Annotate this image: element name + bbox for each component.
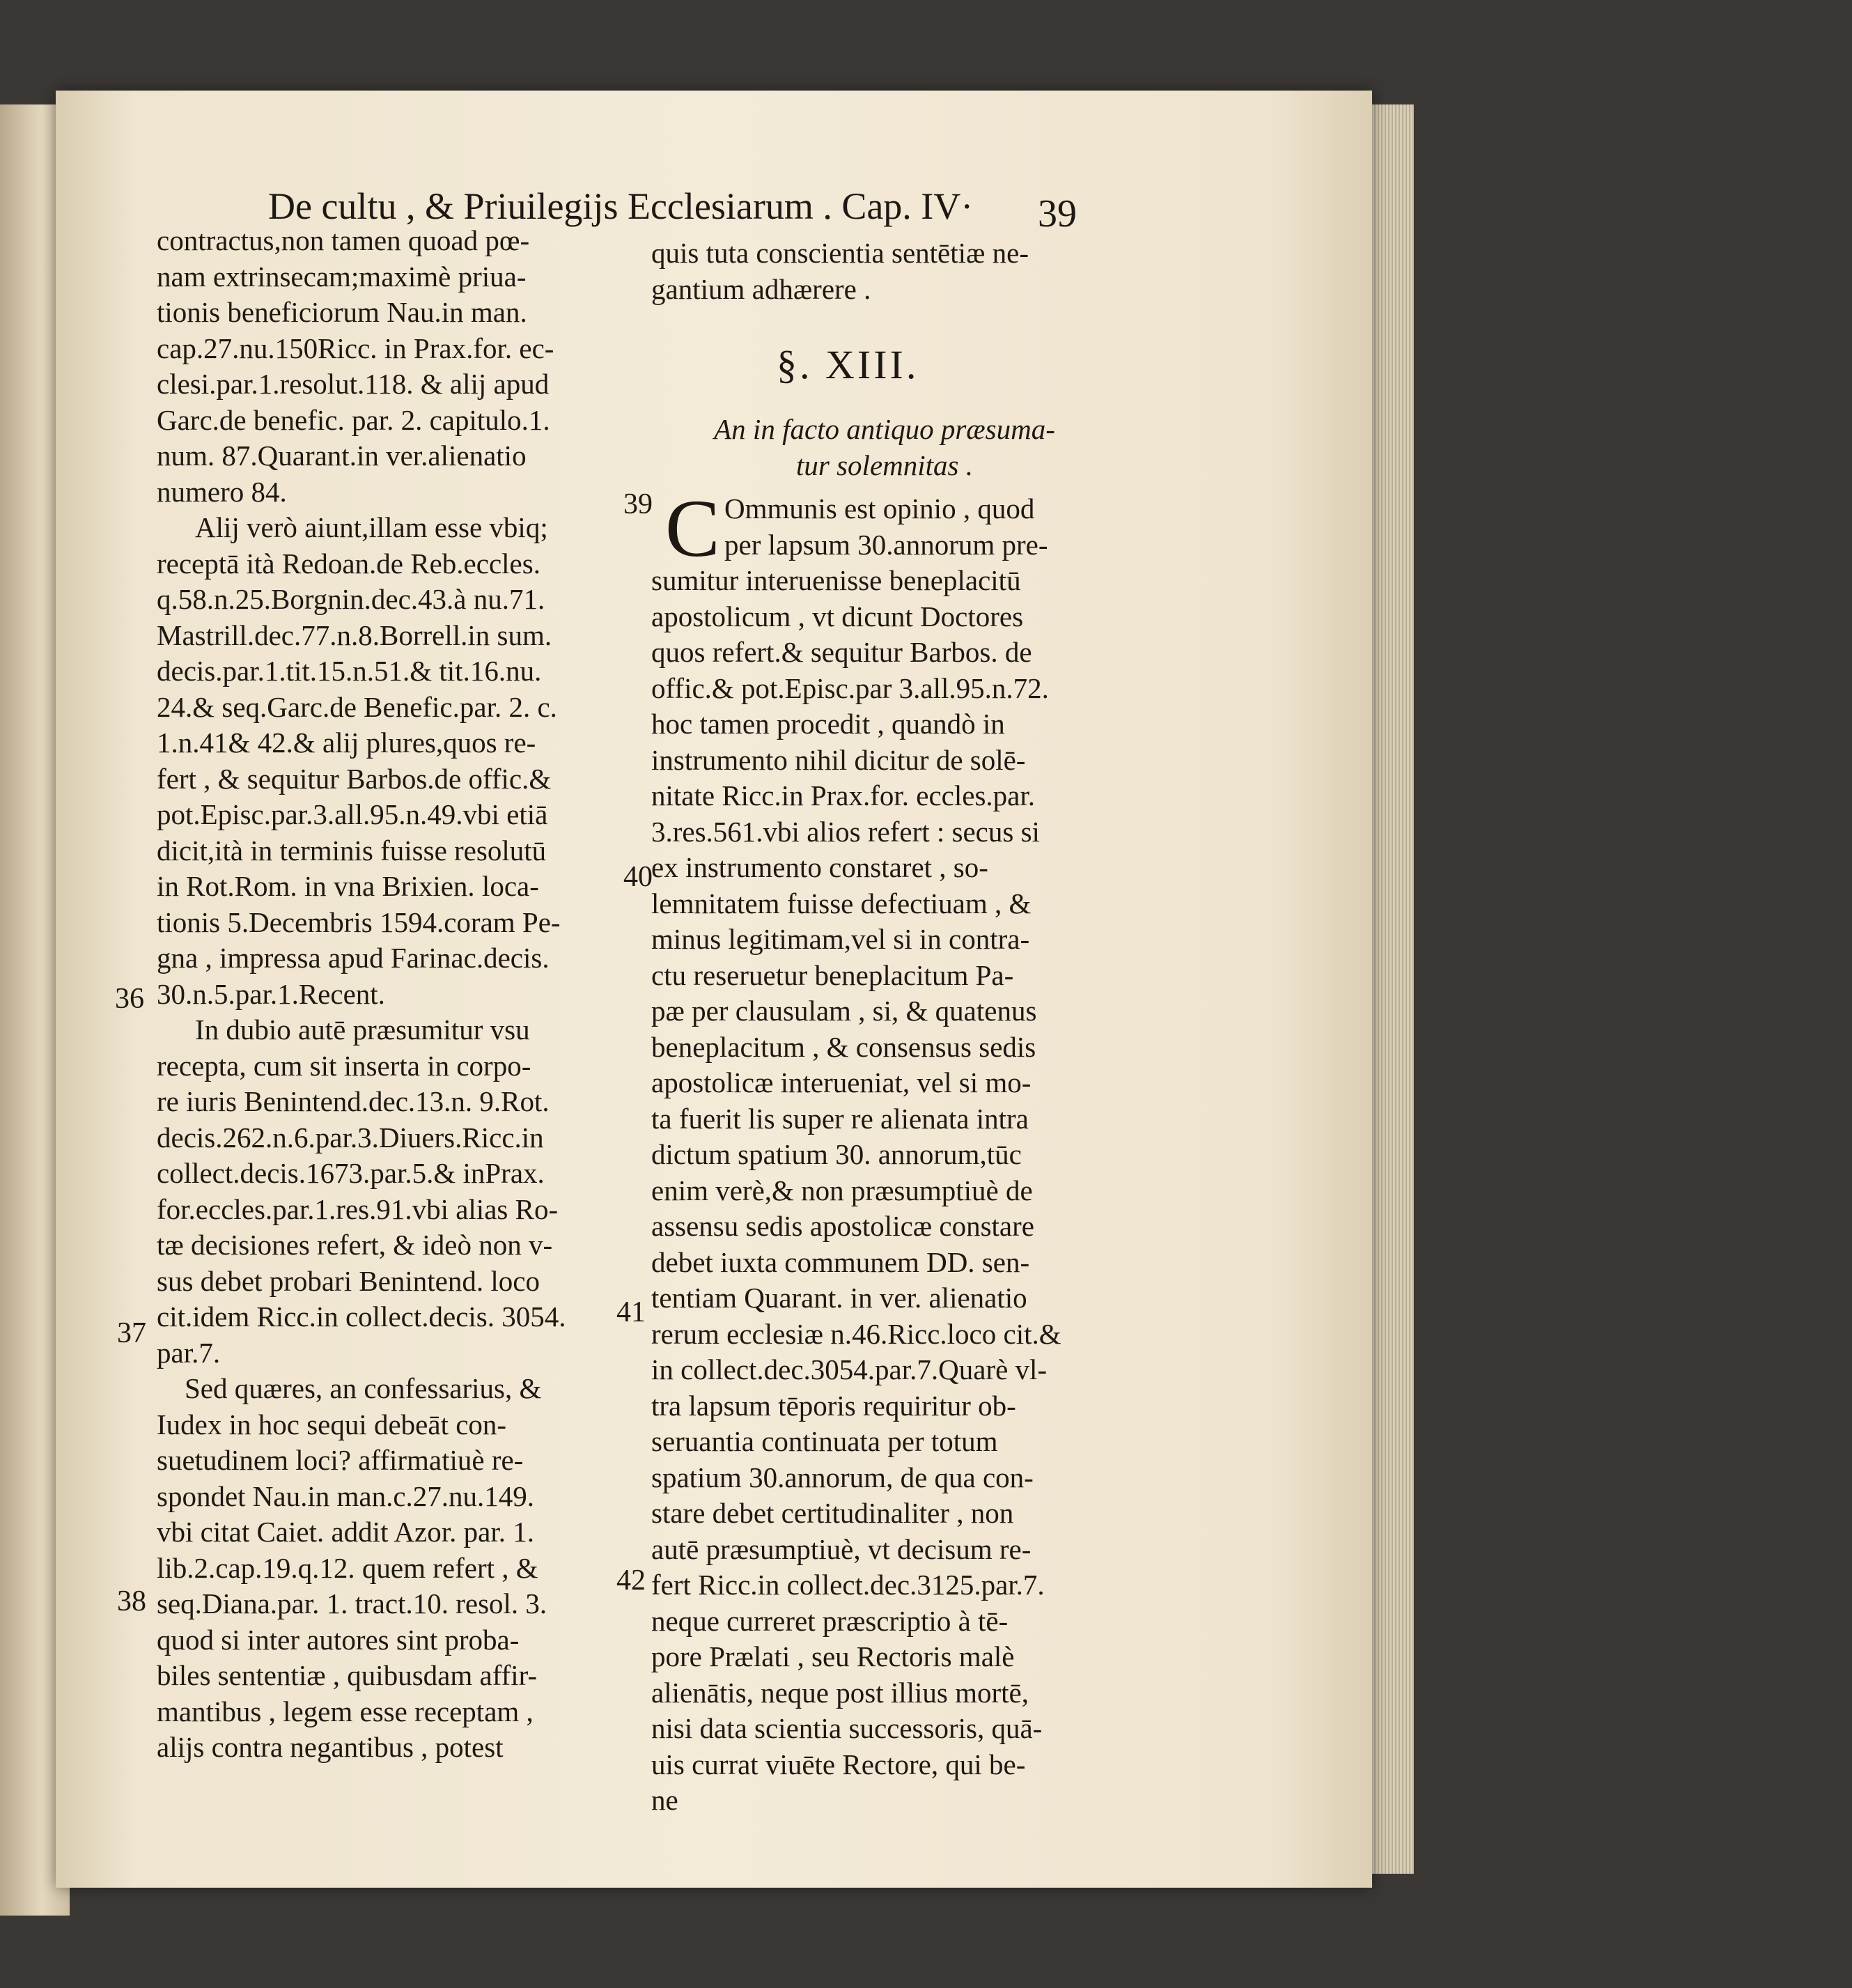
left-column-line: lib.2.cap.19.q.12. quem refert , & [157,1551,538,1584]
left-column-line: collect.decis.1673.par.5.& inPrax. [157,1157,545,1189]
left-column-line: for.eccles.par.1.res.91.vbi alias Ro- [157,1193,559,1225]
right-column-top-line: quis tuta conscientia sentētiæ ne- [651,237,1029,269]
right-column-line: neque curreret præscriptio à tē- [651,1604,1009,1637]
margin-number-39: 39 [623,488,653,520]
left-column-line: q.58.n.25.Borgnin.dec.43.à nu.71. [157,583,545,615]
right-column-line: nisi data scientia successoris, quā- [651,1712,1043,1744]
margin-number-38: 38 [117,1585,146,1617]
right-column-line: hoc tamen procedit , quandò in [651,708,1005,740]
right-column-line: enim verè,& non præsumptiuè de [651,1174,1033,1206]
left-column-line: decis.262.n.6.par.3.Diuers.Ricc.in [157,1121,544,1154]
left-column-line: suetudinem loci? affirmatiuè re- [157,1444,524,1476]
right-column-line: lemnitatem fuisse defectiuam , & [651,887,1032,919]
left-column-line: num. 87.Quarant.in ver.alienatio [157,440,527,472]
left-column-line: contractus,non tamen quoad pœ- [157,224,530,256]
right-column-line: autē præsumptiuè, vt decisum re- [651,1532,1032,1565]
left-column-line: 24.& seq.Garc.de Benefic.par. 2. c. [157,690,557,723]
left-column-line: in Rot.Rom. in vna Brixien. loca- [157,870,539,902]
left-column-line: spondet Nau.in man.c.27.nu.149. [157,1480,535,1512]
right-column-top [651,235,1111,307]
running-title: De cultu , & Priuilegijs Ecclesiarum . Cap. IV· [268,185,974,227]
left-column-line: seq.Diana.par. 1. tract.10. resol. 3. [157,1587,547,1620]
left-column-line: clesi.par.1.resolut.118. & alij apud [157,368,550,400]
right-column-line: in collect.dec.3054.par.7.Quarè vl- [651,1353,1048,1385]
right-column-line: 3.res.561.vbi alios refert : secus si [651,815,1040,848]
left-column-line: receptā ità Redoan.de Reb.eccles. [157,547,540,580]
right-column-line: quos refert.& sequitur Barbos. de [651,636,1032,668]
right-column [651,491,1118,1819]
right-column-line: beneplacitum , & consensus sedis [651,1030,1036,1063]
right-column-line: debet iuxta communem DD. sen- [651,1245,1030,1278]
section-title-line: tur solemnitas . [796,449,973,481]
right-column-line: dictum spatium 30. annorum,tūc [651,1138,1022,1170]
right-column-line: sumitur interuenisse beneplacitū [651,564,1021,596]
right-column-line: tentiam Quarant. in ver. alienatio [651,1282,1027,1314]
section-title [662,411,1107,483]
right-column-line: stare debet certitudinaliter , non [651,1497,1014,1529]
left-column-line: cit.idem Ricc.in collect.decis. 3054. [157,1300,566,1333]
left-column-line: pot.Episc.par.3.all.95.n.49.vbi etiā [157,798,548,830]
right-column-line: apostolicæ interueniat, vel si mo- [651,1066,1032,1098]
left-column-line: Mastrill.dec.77.n.8.Borrell.in sum. [157,619,552,651]
left-column-line: quod si inter autores sint proba- [157,1623,520,1656]
right-column-line: assensu sedis apostolicæ constare [651,1210,1034,1242]
right-column-line: tra lapsum tēporis requiritur ob- [651,1389,1016,1422]
left-column-line: tionis beneficiorum Nau.in man. [157,296,527,328]
right-column-line: minus legitimam,vel si in contra- [651,923,1030,955]
right-column-line: fert Ricc.in collect.dec.3125.par.7. [651,1569,1045,1601]
right-column-line: rerum ecclesiæ n.46.Ricc.loco cit.& [651,1317,1061,1350]
left-column-line: gna , impressa apud Farinac.decis. [157,942,550,974]
section-title-line: An in facto antiquo præsuma- [714,413,1055,445]
margin-number-36: 36 [115,983,144,1015]
right-column-line: alienātis, neque post illius mortē, [651,1676,1029,1709]
right-column-line: uis currat viuēte Rectore, qui be- [651,1748,1026,1780]
right-column-line: ta fuerit lis super re alienata intra [651,1102,1029,1135]
left-column-line: 1.n.41& 42.& alij plures,quos re- [157,727,536,759]
margin-number-40: 40 [623,861,653,893]
right-column-line: ctu reseruetur beneplacitum Pa- [651,958,1014,991]
right-column-line: spatium 30.annorum, de qua con- [651,1461,1034,1493]
left-column-line: Garc.de benefic. par. 2. capitulo.1. [157,403,550,436]
left-column-line: dicit,ità in terminis fuisse resolutū [157,834,547,867]
left-column-line: nam extrinsecam;maximè priua- [157,260,527,293]
left-column-line: 30.n.5.par.1.Recent. [157,977,385,1010]
left-column-line: biles sententiæ , quibusdam affir- [157,1659,538,1691]
dropcap: C [665,483,720,574]
right-column-line: offic.& pot.Episc.par 3.all.95.n.72. [651,671,1049,704]
right-column-line: Ommunis est opinio , quod [724,492,1035,525]
right-column-line: ex instrumento constaret , so- [651,851,988,883]
left-column-line: alijs contra negantibus , potest [157,1731,504,1763]
left-column-line: In dubio autē præsumitur vsu [195,1014,530,1046]
left-column-line: par.7. [157,1336,221,1369]
left-column-line: fert , & sequitur Barbos.de offic.& [157,762,552,795]
left-column-line: Alij verò aiunt,illam esse vbiq; [195,511,548,543]
margin-number-37: 37 [117,1317,146,1349]
right-column-line: instrumento nihil dicitur de solē- [651,743,1026,776]
right-column-line: ne [651,1784,678,1816]
margin-number-42: 42 [616,1564,646,1597]
right-column-line: apostolicum , vt dicunt Doctores [651,600,1024,632]
right-column-line: seruantia continuata per totum [651,1425,998,1457]
left-column-line: tæ decisiones refert, & ideò non v- [157,1229,553,1261]
left-column-line: numero 84. [157,475,287,508]
left-column-line: recepta, cum sit inserta in corpo- [157,1049,531,1082]
left-column [157,223,616,1766]
right-column-line: pore Prælati , seu Rectoris malè [651,1640,1015,1672]
left-column-line: Sed quæres, an confessarius, & [185,1372,542,1404]
left-column-line: cap.27.nu.150Ricc. in Prax.for. ec- [157,332,554,364]
right-column-top-line: gantium adhærere . [651,272,871,305]
right-column-line: per lapsum 30.annorum pre- [724,528,1048,561]
left-column-line: re iuris Benintend.dec.13.n. 9.Rot. [157,1085,550,1117]
section-mark: §. XIII. [777,342,919,387]
left-column-line: Iudex in hoc sequi debeāt con- [157,1408,507,1440]
left-column-line: vbi citat Caiet. addit Azor. par. 1. [157,1516,534,1548]
margin-number-41: 41 [616,1296,646,1328]
left-column-line: tionis 5.Decembris 1594.coram Pe- [157,906,561,938]
page-number: 39 [1038,192,1077,235]
left-column-line: sus debet probari Benintend. loco [157,1264,540,1297]
right-column-line: nitate Ricc.in Prax.for. eccles.par. [651,779,1036,811]
left-column-line: mantibus , legem esse receptam , [157,1695,534,1727]
right-column-line: pæ per clausulam , si, & quatenus [651,995,1037,1027]
left-column-line: decis.par.1.tit.15.n.51.& tit.16.nu. [157,655,542,687]
